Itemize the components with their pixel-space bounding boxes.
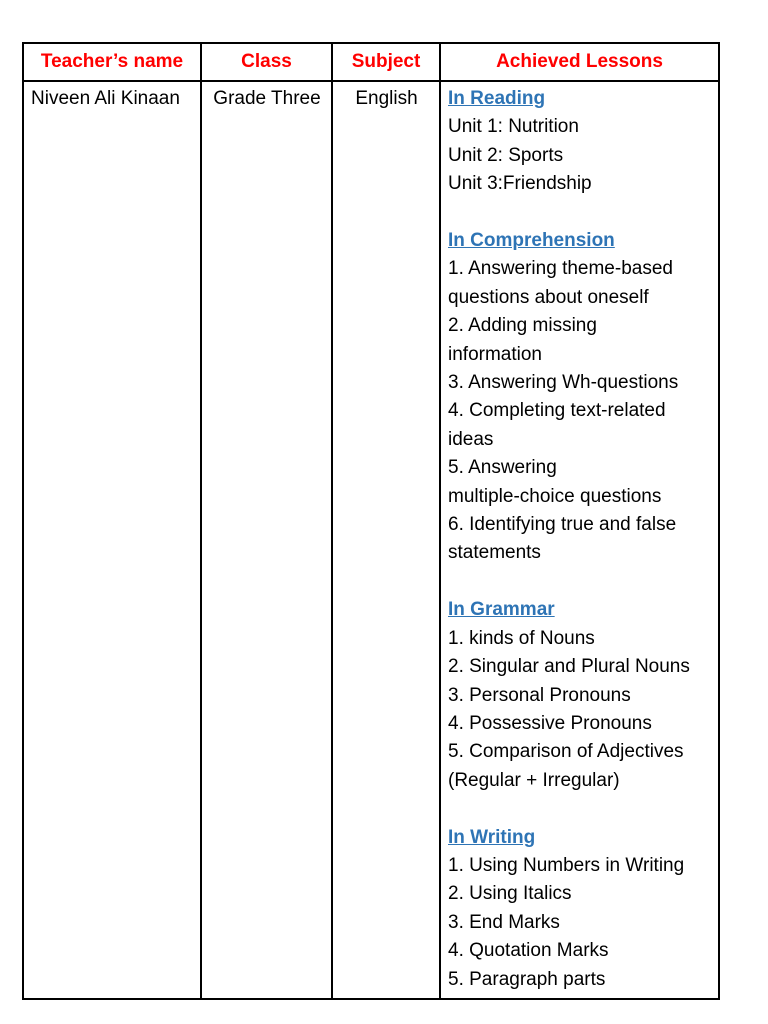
subject-cell xyxy=(332,81,440,999)
class-name: Grade Three xyxy=(213,88,321,109)
lesson-line: ideas xyxy=(448,428,494,450)
lesson-line: 5. Paragraph parts xyxy=(448,968,606,990)
achieved-lessons-table xyxy=(22,42,720,1000)
lesson-line: 1. kinds of Nouns xyxy=(448,627,595,649)
lesson-line: Unit 1: Nutrition xyxy=(448,116,579,138)
lesson-line: Unit 3:Friendship xyxy=(448,173,592,195)
lesson-line: 3. End Marks xyxy=(448,911,560,933)
section-heading-grammar: In Grammar xyxy=(448,599,555,621)
section-comprehension xyxy=(448,227,713,568)
lesson-line: 5. Comparison of Adjectives xyxy=(448,741,684,763)
section-grammar xyxy=(448,596,713,795)
lesson-line: 2. Adding missing xyxy=(448,315,597,337)
lesson-line: 3. Answering Wh-questions xyxy=(448,372,679,394)
lesson-line: 4. Completing text-related xyxy=(448,400,666,422)
section-writing xyxy=(448,824,713,994)
section-heading-comprehension: In Comprehension xyxy=(448,230,615,252)
section-heading-reading: In Reading xyxy=(448,88,546,109)
lesson-line: 4. Quotation Marks xyxy=(448,940,609,962)
lesson-line: questions about oneself xyxy=(448,286,649,308)
lesson-line: 5. Answering xyxy=(448,457,557,479)
section-spacer xyxy=(448,568,713,596)
section-spacer xyxy=(448,199,713,227)
header-teachers-name: Teacher’s name xyxy=(23,43,201,81)
teacher-name-cell xyxy=(23,81,201,999)
lesson-line: 4. Possessive Pronouns xyxy=(448,712,652,734)
lesson-line: 2. Using Italics xyxy=(448,883,572,905)
lesson-line: statements xyxy=(448,542,541,564)
subject-name: English xyxy=(355,88,418,109)
lesson-line: 1. Using Numbers in Writing xyxy=(448,854,685,876)
table-row xyxy=(23,81,719,999)
section-spacer xyxy=(448,795,713,823)
lesson-line: 3. Personal Pronouns xyxy=(448,684,631,706)
header-achieved-lessons: Achieved Lessons xyxy=(440,43,719,81)
achieved-lessons-cell xyxy=(440,81,719,999)
lesson-line: 6. Identifying true and false xyxy=(448,514,677,536)
lesson-line: 1. Answering theme-based xyxy=(448,258,673,280)
lesson-line: (Regular + Irregular) xyxy=(448,769,620,791)
section-heading-writing: In Writing xyxy=(448,826,536,848)
lesson-line: Unit 2: Sports xyxy=(448,144,564,166)
header-subject: Subject xyxy=(332,43,440,81)
lesson-line: multiple-choice questions xyxy=(448,485,662,507)
lesson-line: information xyxy=(448,343,542,365)
lesson-line: 2. Singular and Plural Nouns xyxy=(448,656,690,678)
table-header-row xyxy=(23,43,719,81)
section-reading xyxy=(448,85,713,199)
class-cell xyxy=(201,81,332,999)
header-class: Class xyxy=(201,43,332,81)
teacher-name: Niveen Ali Kinaan xyxy=(31,88,180,109)
